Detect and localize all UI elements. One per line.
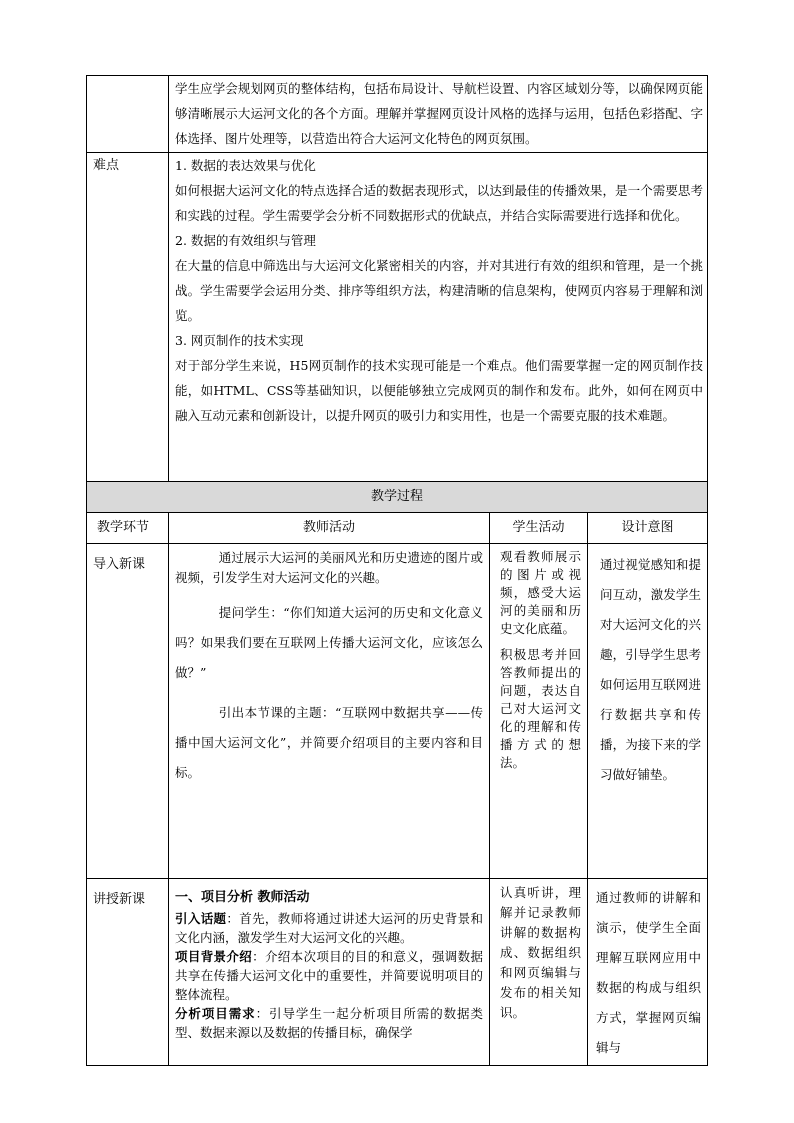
difficulty-item-title: 1. 数据的表达效果与优化: [175, 158, 316, 173]
lecture-row: [87, 879, 708, 1066]
lecture-heading: 一、项目分析 教师活动: [175, 890, 310, 905]
lecture-design-intent: 通过教师的讲解和演示，使学生全面理解互联网应用中数据的构成与组织方式，掌握网页编辑与: [588, 879, 708, 1066]
lecture-stage-label: 讲授新课: [87, 879, 169, 1066]
objectives-text: 学生应学会规划网页的整体结构，包括布局设计、导航栏设置、内容区域划分等，以确保网页能够清晰展示大运河文化的各个方面。理解并掌握网页设计风格的选择与运用，包括色彩搭配、字体选择、图片处理等，以营造出符合大运河文化特色的网页氛围。: [175, 81, 704, 146]
lecture-item-text: ：引导学生一起分析项目所需的数据类型、数据来源以及数据的传播目标，确保学: [175, 1006, 483, 1040]
intro-teacher-activity: [169, 544, 490, 879]
difficulty-item-title: 3. 网页制作的技术实现: [175, 333, 304, 348]
difficulty-row: [87, 153, 708, 482]
objectives-text-cell: [169, 76, 708, 153]
column-header-intent: 设计意图: [588, 513, 708, 544]
intro-stage-label: 导入新课: [87, 544, 169, 879]
intro-student-p2: 积极思考并回答教师提出的问题，表达自己对大运河文化的理解和传播方式的想法。: [500, 647, 581, 770]
intro-student-p1: 观看教师展示的图片或视频，感受大运河的美丽和历史文化底蕴。: [500, 549, 581, 636]
process-section-row: [87, 482, 708, 513]
difficulty-item-text: 在大量的信息中筛选出与大运河文化紧密相关的内容，并对其进行有效的组织和管理，是一个挑战。学生需要学会运用分类、排序等组织方法，构建清晰的信息架构，使网页内容易于理解和浏览。: [175, 258, 704, 323]
intro-row: [87, 544, 708, 879]
column-header-teacher: 教师活动: [169, 513, 490, 544]
intro-teacher-p2: 提问学生：“你们知道大运河的历史和文化意义吗？如果我们要在互联网上传播大运河文化，应该怎么做？”: [175, 605, 483, 680]
difficulty-label: 难点: [87, 153, 169, 482]
lecture-item-label: 分析项目需求: [175, 1006, 256, 1021]
objectives-continuation-row: [87, 76, 708, 153]
lecture-item-text: ：介绍本次项目的目的和意义，强调数据共享在传播大运河文化中的重要性，并简要说明项目的整体流程。: [175, 949, 483, 1002]
lecture-item: [175, 1004, 483, 1042]
lecture-item: [175, 947, 483, 1004]
intro-design-intent: 通过视觉感知和提问互动，激发学生对大运河文化的兴趣，引导学生思考如何运用互联网进行数据共享和传播，为接下来的学习做好铺垫。: [588, 544, 708, 879]
process-column-headers: [87, 513, 708, 544]
difficulty-item-text: 对于部分学生来说，H5网页制作的技术实现可能是一个难点。他们需要掌握一定的网页制作技能，如HTML、CSS等基础知识，以便能够独立完成网页的制作和发布。此外，如何在网页中融入互动元素和创新设计，以提升网页的吸引力和实用性，也是一个需要克服的技术难题。: [175, 358, 704, 423]
difficulty-content: [169, 153, 708, 482]
lecture-item-label: 项目背景介绍: [175, 949, 253, 964]
intro-teacher-p1: 通过展示大运河的美丽风光和历史遗迹的图片或视频，引发学生对大运河文化的兴趣。: [175, 550, 483, 585]
column-header-stage: 教学环节: [87, 513, 169, 544]
lecture-student-activity: 认真听讲，理解并记录教师讲解的数据构成、数据组织和网页编辑与发布的相关知识。: [490, 879, 588, 1066]
lecture-item-label: 引入话题: [175, 911, 227, 926]
lecture-teacher-activity: [169, 879, 490, 1066]
lecture-item-text: ：首先，教师将通过讲述大运河的历史背景和文化内涵，激发学生对大运河文化的兴趣。: [175, 911, 483, 945]
lesson-plan-page: [86, 75, 707, 1066]
intro-student-activity: [490, 544, 588, 879]
intro-teacher-p3: 引出本节课的主题：“互联网中数据共享——传播中国大运河文化”，并简要介绍项目的主要内容和目标。: [175, 705, 483, 780]
column-header-student: 学生活动: [490, 513, 588, 544]
empty-label-cell: [87, 76, 169, 153]
difficulty-item-text: 如何根据大运河文化的特点选择合适的数据表现形式，以达到最佳的传播效果，是一个需要思考和实践的过程。学生需要学会分析不同数据形式的优缺点，并结合实际需要进行选择和优化。: [175, 183, 704, 223]
lecture-item: [175, 909, 483, 947]
process-section-title: 教学过程: [87, 482, 708, 513]
difficulty-item-title: 2. 数据的有效组织与管理: [175, 233, 316, 248]
lesson-plan-table: [86, 75, 708, 1066]
